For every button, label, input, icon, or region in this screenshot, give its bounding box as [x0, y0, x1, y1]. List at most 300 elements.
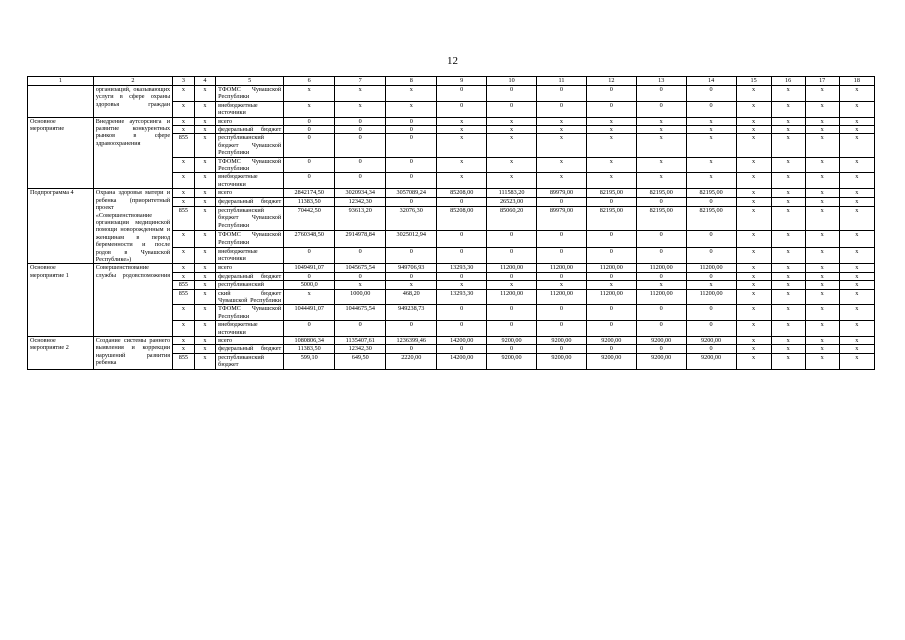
value-cell: 0 — [284, 126, 335, 134]
value-cell: x — [537, 117, 587, 125]
value-cell: x — [537, 173, 587, 189]
value-cell: x — [771, 157, 805, 173]
value-cell: x — [736, 321, 771, 337]
funding-source-cell: федеральный бюджет — [216, 272, 284, 280]
value-cell: x — [805, 289, 839, 305]
code-cell: x — [194, 272, 216, 280]
value-cell: x — [805, 189, 839, 198]
value-cell: x — [805, 247, 839, 264]
value-cell: x — [839, 126, 874, 134]
value-cell: 0 — [537, 247, 587, 264]
funding-source-cell: федеральный бюджет — [216, 345, 284, 353]
value-cell: x — [686, 134, 736, 157]
value-cell: x — [736, 126, 771, 134]
value-cell: x — [805, 231, 839, 248]
value-cell: x — [771, 101, 805, 117]
value-cell: 0 — [386, 126, 437, 134]
value-cell: 0 — [636, 198, 686, 207]
code-cell: x — [173, 126, 195, 134]
code-cell: x — [173, 321, 195, 337]
value-cell: 9200,00 — [487, 353, 537, 369]
value-cell: x — [805, 157, 839, 173]
funding-source-cell: всего — [216, 337, 284, 345]
value-cell: x — [437, 134, 487, 157]
value-cell: 0 — [686, 345, 736, 353]
code-cell: x — [194, 134, 216, 157]
value-cell: x — [437, 117, 487, 125]
value-cell: 82195,00 — [586, 189, 636, 198]
value-cell: 89979,00 — [537, 189, 587, 198]
program-description-cell: Создание системы раннего выявления и коррекции нарушений развития ребенка — [93, 337, 172, 370]
value-cell: x — [284, 86, 335, 102]
value-cell: x — [636, 134, 686, 157]
value-cell: 11200,00 — [487, 289, 537, 305]
value-cell: 0 — [335, 117, 386, 125]
value-cell: x — [771, 134, 805, 157]
code-cell: x — [173, 337, 195, 345]
value-cell: x — [736, 281, 771, 289]
value-cell: 9200,00 — [636, 337, 686, 345]
value-cell: x — [771, 345, 805, 353]
value-cell: 82195,00 — [686, 189, 736, 198]
page-number: 12 — [447, 55, 458, 67]
value-cell: x — [537, 281, 587, 289]
table-body — [28, 77, 875, 370]
value-cell: x — [736, 189, 771, 198]
value-cell: 1044675,54 — [335, 305, 386, 321]
code-cell: 855 — [173, 289, 195, 305]
code-cell: x — [173, 264, 195, 272]
value-cell: 0 — [636, 231, 686, 248]
value-cell: x — [386, 281, 437, 289]
value-cell: 82195,00 — [636, 189, 686, 198]
column-number-cell: 13 — [636, 77, 686, 86]
value-cell: x — [805, 337, 839, 345]
code-cell: x — [194, 321, 216, 337]
value-cell: 0 — [487, 247, 537, 264]
value-cell: 14200,00 — [437, 353, 487, 369]
funding-source-cell: всего — [216, 189, 284, 198]
value-cell: 11200,00 — [686, 289, 736, 305]
value-cell: 0 — [537, 101, 587, 117]
value-cell: x — [839, 289, 874, 305]
value-cell: 0 — [686, 321, 736, 337]
value-cell: x — [771, 272, 805, 280]
value-cell: 0 — [284, 321, 335, 337]
value-cell: x — [805, 117, 839, 125]
value-cell: x — [839, 345, 874, 353]
value-cell: 5000,0 — [284, 281, 335, 289]
value-cell: 9200,00 — [487, 337, 537, 345]
value-cell: x — [537, 126, 587, 134]
table-row — [28, 189, 875, 198]
value-cell: 0 — [437, 247, 487, 264]
value-cell: 1000,00 — [335, 289, 386, 305]
value-cell: x — [839, 206, 874, 230]
code-cell: x — [173, 198, 195, 207]
funding-source-cell: федеральный бюджет — [216, 126, 284, 134]
code-cell: x — [194, 337, 216, 345]
value-cell: 0 — [284, 117, 335, 125]
value-cell: 0 — [586, 86, 636, 102]
program-description-cell: Охрана здоровья матери и ребенка (приоритетный проект «Совершенствование организации медицинской помощи новорожденным и женщинам в период беременности и после родов в Чувашской Республике») — [93, 189, 172, 264]
value-cell: 0 — [335, 173, 386, 189]
value-cell: 0 — [284, 157, 335, 173]
funding-source-cell: республиканский — [216, 281, 284, 289]
value-cell: x — [839, 247, 874, 264]
value-cell: x — [586, 173, 636, 189]
funding-source-cell: всего — [216, 264, 284, 272]
code-cell: x — [194, 198, 216, 207]
value-cell: 0 — [437, 231, 487, 248]
value-cell: x — [771, 206, 805, 230]
value-cell: 11200,00 — [586, 289, 636, 305]
code-cell: x — [173, 305, 195, 321]
value-cell: 0 — [284, 134, 335, 157]
funding-source-cell: федеральный бюджет — [216, 198, 284, 207]
value-cell: x — [805, 272, 839, 280]
program-label-cell: Подпрограмма 4 — [28, 189, 94, 264]
value-cell: x — [805, 206, 839, 230]
value-cell: x — [487, 157, 537, 173]
value-cell: 0 — [386, 272, 437, 280]
value-cell: x — [805, 353, 839, 369]
program-label-cell: Основное мероприятие 1 — [28, 264, 94, 337]
table-row — [28, 117, 875, 125]
column-number-cell: 9 — [437, 77, 487, 86]
value-cell: 468,20 — [386, 289, 437, 305]
code-cell: x — [173, 157, 195, 173]
value-cell: 11200,00 — [586, 264, 636, 272]
value-cell: x — [736, 305, 771, 321]
value-cell: x — [839, 157, 874, 173]
code-cell: x — [194, 289, 216, 305]
program-label-cell: Основное мероприятие 2 — [28, 337, 94, 370]
funding-source-cell: республиканский бюджет Чувашской Республики — [216, 206, 284, 230]
program-description-cell: Совершенствование службы родовспоможения — [93, 264, 172, 337]
code-cell: x — [194, 206, 216, 230]
value-cell: x — [839, 264, 874, 272]
value-cell: x — [736, 272, 771, 280]
code-cell: x — [194, 231, 216, 248]
value-cell: 1135407,61 — [335, 337, 386, 345]
value-cell: x — [839, 337, 874, 345]
value-cell: x — [771, 337, 805, 345]
value-cell: 82195,00 — [686, 206, 736, 230]
value-cell: x — [736, 206, 771, 230]
value-cell: 0 — [386, 134, 437, 157]
value-cell: x — [586, 117, 636, 125]
value-cell: 0 — [335, 321, 386, 337]
column-number-cell: 3 — [173, 77, 195, 86]
value-cell: x — [636, 281, 686, 289]
value-cell: x — [771, 86, 805, 102]
value-cell: 2220,00 — [386, 353, 437, 369]
value-cell: x — [335, 86, 386, 102]
value-cell: 0 — [636, 101, 686, 117]
value-cell: 0 — [537, 198, 587, 207]
column-number-row — [28, 77, 875, 86]
value-cell: 9200,00 — [586, 353, 636, 369]
value-cell: x — [771, 247, 805, 264]
column-number-cell: 11 — [537, 77, 587, 86]
value-cell: x — [284, 101, 335, 117]
value-cell: x — [487, 117, 537, 125]
code-cell: x — [194, 281, 216, 289]
value-cell: x — [736, 353, 771, 369]
value-cell: 3057089,24 — [386, 189, 437, 198]
funding-source-cell: ский бюджет Чувашской Республики — [216, 289, 284, 305]
value-cell: x — [736, 117, 771, 125]
value-cell: x — [805, 305, 839, 321]
column-number-cell: 6 — [284, 77, 335, 86]
value-cell: x — [839, 305, 874, 321]
program-description-cell: Внедрение аутсорсинга и развитие конкурентных рынков в сфере здравоохранения — [93, 117, 172, 189]
value-cell: x — [839, 134, 874, 157]
value-cell: 649,50 — [335, 353, 386, 369]
value-cell: x — [636, 126, 686, 134]
value-cell: 0 — [686, 198, 736, 207]
column-number-cell: 14 — [686, 77, 736, 86]
value-cell: x — [586, 281, 636, 289]
value-cell: 9200,00 — [686, 337, 736, 345]
code-cell: x — [173, 272, 195, 280]
funding-source-cell: внебюджетные источники — [216, 321, 284, 337]
value-cell: x — [636, 117, 686, 125]
value-cell: 0 — [537, 86, 587, 102]
column-number-cell: 12 — [586, 77, 636, 86]
column-number-cell: 17 — [805, 77, 839, 86]
value-cell: 12342,30 — [335, 345, 386, 353]
value-cell: x — [736, 345, 771, 353]
value-cell: 0 — [586, 321, 636, 337]
column-number-cell: 18 — [839, 77, 874, 86]
value-cell: 0 — [586, 247, 636, 264]
value-cell: x — [839, 189, 874, 198]
value-cell: x — [487, 173, 537, 189]
code-cell: x — [173, 345, 195, 353]
program-description-cell: организаций, оказывающих услуги в сфере охраны здоровья граждан — [93, 86, 172, 118]
value-cell: 0 — [636, 247, 686, 264]
value-cell: x — [805, 173, 839, 189]
column-number-cell: 8 — [386, 77, 437, 86]
value-cell: x — [771, 321, 805, 337]
value-cell: 11200,00 — [636, 264, 686, 272]
value-cell: x — [736, 173, 771, 189]
value-cell: x — [805, 101, 839, 117]
value-cell: 0 — [636, 321, 686, 337]
value-cell: 949706,93 — [386, 264, 437, 272]
table-row — [28, 337, 875, 345]
value-cell: x — [771, 126, 805, 134]
value-cell: 85208,00 — [437, 206, 487, 230]
code-cell: x — [173, 86, 195, 102]
code-cell: x — [173, 101, 195, 117]
funding-source-cell: ТФОМС Чувашской Республики — [216, 86, 284, 102]
budget-table — [27, 76, 875, 370]
value-cell: 11200,00 — [537, 264, 587, 272]
value-cell: 11200,00 — [487, 264, 537, 272]
value-cell: x — [771, 198, 805, 207]
value-cell: x — [736, 247, 771, 264]
value-cell: x — [686, 157, 736, 173]
code-cell: x — [194, 353, 216, 369]
value-cell: x — [736, 337, 771, 345]
code-cell: 855 — [173, 281, 195, 289]
value-cell: x — [736, 231, 771, 248]
value-cell: 2914978,84 — [335, 231, 386, 248]
value-cell: 12342,30 — [335, 198, 386, 207]
value-cell: 0 — [437, 198, 487, 207]
funding-source-cell: ТФОМС Чувашской Республики — [216, 231, 284, 248]
value-cell: 0 — [437, 272, 487, 280]
value-cell: x — [335, 281, 386, 289]
value-cell: x — [839, 101, 874, 117]
code-cell: x — [194, 173, 216, 189]
value-cell: 0 — [636, 86, 686, 102]
value-cell: 0 — [335, 157, 386, 173]
code-cell: x — [194, 247, 216, 264]
value-cell: 3025012,94 — [386, 231, 437, 248]
value-cell: x — [736, 101, 771, 117]
value-cell: x — [335, 101, 386, 117]
value-cell: 0 — [437, 305, 487, 321]
value-cell: 9200,00 — [586, 337, 636, 345]
column-number-cell: 1 — [28, 77, 94, 86]
column-number-cell: 16 — [771, 77, 805, 86]
value-cell: 0 — [636, 272, 686, 280]
value-cell: 11200,00 — [686, 264, 736, 272]
value-cell: 1080806,34 — [284, 337, 335, 345]
column-number-cell: 2 — [93, 77, 172, 86]
value-cell: x — [839, 117, 874, 125]
value-cell: 2760348,50 — [284, 231, 335, 248]
value-cell: x — [839, 86, 874, 102]
value-cell: 0 — [284, 247, 335, 264]
value-cell: 89979,00 — [537, 206, 587, 230]
value-cell: 0 — [437, 321, 487, 337]
value-cell: 599,10 — [284, 353, 335, 369]
value-cell: 11383,50 — [284, 198, 335, 207]
code-cell: x — [194, 86, 216, 102]
table-row — [28, 86, 875, 102]
value-cell: x — [771, 305, 805, 321]
value-cell: 0 — [537, 305, 587, 321]
value-cell: 0 — [686, 272, 736, 280]
code-cell: x — [194, 189, 216, 198]
value-cell: x — [805, 198, 839, 207]
code-cell: x — [173, 117, 195, 125]
funding-source-cell: ТФОМС Чувашской Республики — [216, 305, 284, 321]
value-cell: 0 — [437, 345, 487, 353]
value-cell: 0 — [386, 117, 437, 125]
code-cell: x — [173, 189, 195, 198]
value-cell: 1045675,54 — [335, 264, 386, 272]
value-cell: x — [839, 173, 874, 189]
funding-source-cell: республиканский бюджет — [216, 353, 284, 369]
value-cell: x — [839, 321, 874, 337]
value-cell: 0 — [487, 101, 537, 117]
value-cell: 0 — [487, 272, 537, 280]
value-cell: x — [771, 231, 805, 248]
value-cell: x — [636, 157, 686, 173]
value-cell: 949238,73 — [386, 305, 437, 321]
value-cell: 0 — [335, 247, 386, 264]
code-cell: x — [173, 173, 195, 189]
value-cell: x — [586, 126, 636, 134]
funding-source-cell: внебюджетные источники — [216, 173, 284, 189]
value-cell: 0 — [386, 345, 437, 353]
value-cell: x — [736, 289, 771, 305]
funding-source-cell: внебюджетные источники — [216, 247, 284, 264]
value-cell: x — [771, 173, 805, 189]
value-cell: x — [771, 264, 805, 272]
value-cell: 85208,00 — [437, 189, 487, 198]
value-cell: 111583,20 — [487, 189, 537, 198]
value-cell: x — [736, 157, 771, 173]
value-cell: x — [537, 157, 587, 173]
value-cell: 0 — [636, 305, 686, 321]
code-cell: x — [173, 247, 195, 264]
value-cell: 0 — [386, 173, 437, 189]
funding-source-cell: республиканский бюджет Чувашской Республики — [216, 134, 284, 157]
value-cell: 0 — [586, 305, 636, 321]
value-cell: x — [771, 189, 805, 198]
value-cell: 0 — [537, 345, 587, 353]
value-cell: 0 — [586, 101, 636, 117]
code-cell: x — [194, 264, 216, 272]
value-cell: x — [805, 264, 839, 272]
value-cell: x — [386, 101, 437, 117]
value-cell: 0 — [487, 86, 537, 102]
value-cell: x — [771, 289, 805, 305]
value-cell: x — [805, 126, 839, 134]
value-cell: x — [686, 173, 736, 189]
value-cell: x — [437, 281, 487, 289]
value-cell: 11200,00 — [636, 289, 686, 305]
value-cell: 0 — [487, 345, 537, 353]
value-cell: 1044491,07 — [284, 305, 335, 321]
value-cell: x — [805, 134, 839, 157]
value-cell: 9200,00 — [537, 337, 587, 345]
value-cell: x — [437, 173, 487, 189]
value-cell: 82195,00 — [586, 206, 636, 230]
value-cell: x — [839, 198, 874, 207]
value-cell: x — [686, 281, 736, 289]
value-cell: 0 — [487, 321, 537, 337]
value-cell: 26523,00 — [487, 198, 537, 207]
value-cell: x — [771, 281, 805, 289]
value-cell: 0 — [686, 86, 736, 102]
code-cell: x — [173, 231, 195, 248]
funding-source-cell: ТФОМС Чувашской Республики — [216, 157, 284, 173]
value-cell: 0 — [335, 126, 386, 134]
column-number-cell: 10 — [487, 77, 537, 86]
value-cell: 0 — [586, 272, 636, 280]
program-label-cell — [28, 86, 94, 118]
value-cell: 0 — [487, 231, 537, 248]
value-cell: x — [386, 86, 437, 102]
code-cell: 855 — [173, 134, 195, 157]
value-cell: x — [771, 353, 805, 369]
value-cell: x — [586, 134, 636, 157]
code-cell: 855 — [173, 353, 195, 369]
value-cell: x — [839, 231, 874, 248]
value-cell: 0 — [586, 198, 636, 207]
value-cell: 0 — [386, 198, 437, 207]
value-cell: 0 — [386, 157, 437, 173]
value-cell: 0 — [686, 247, 736, 264]
